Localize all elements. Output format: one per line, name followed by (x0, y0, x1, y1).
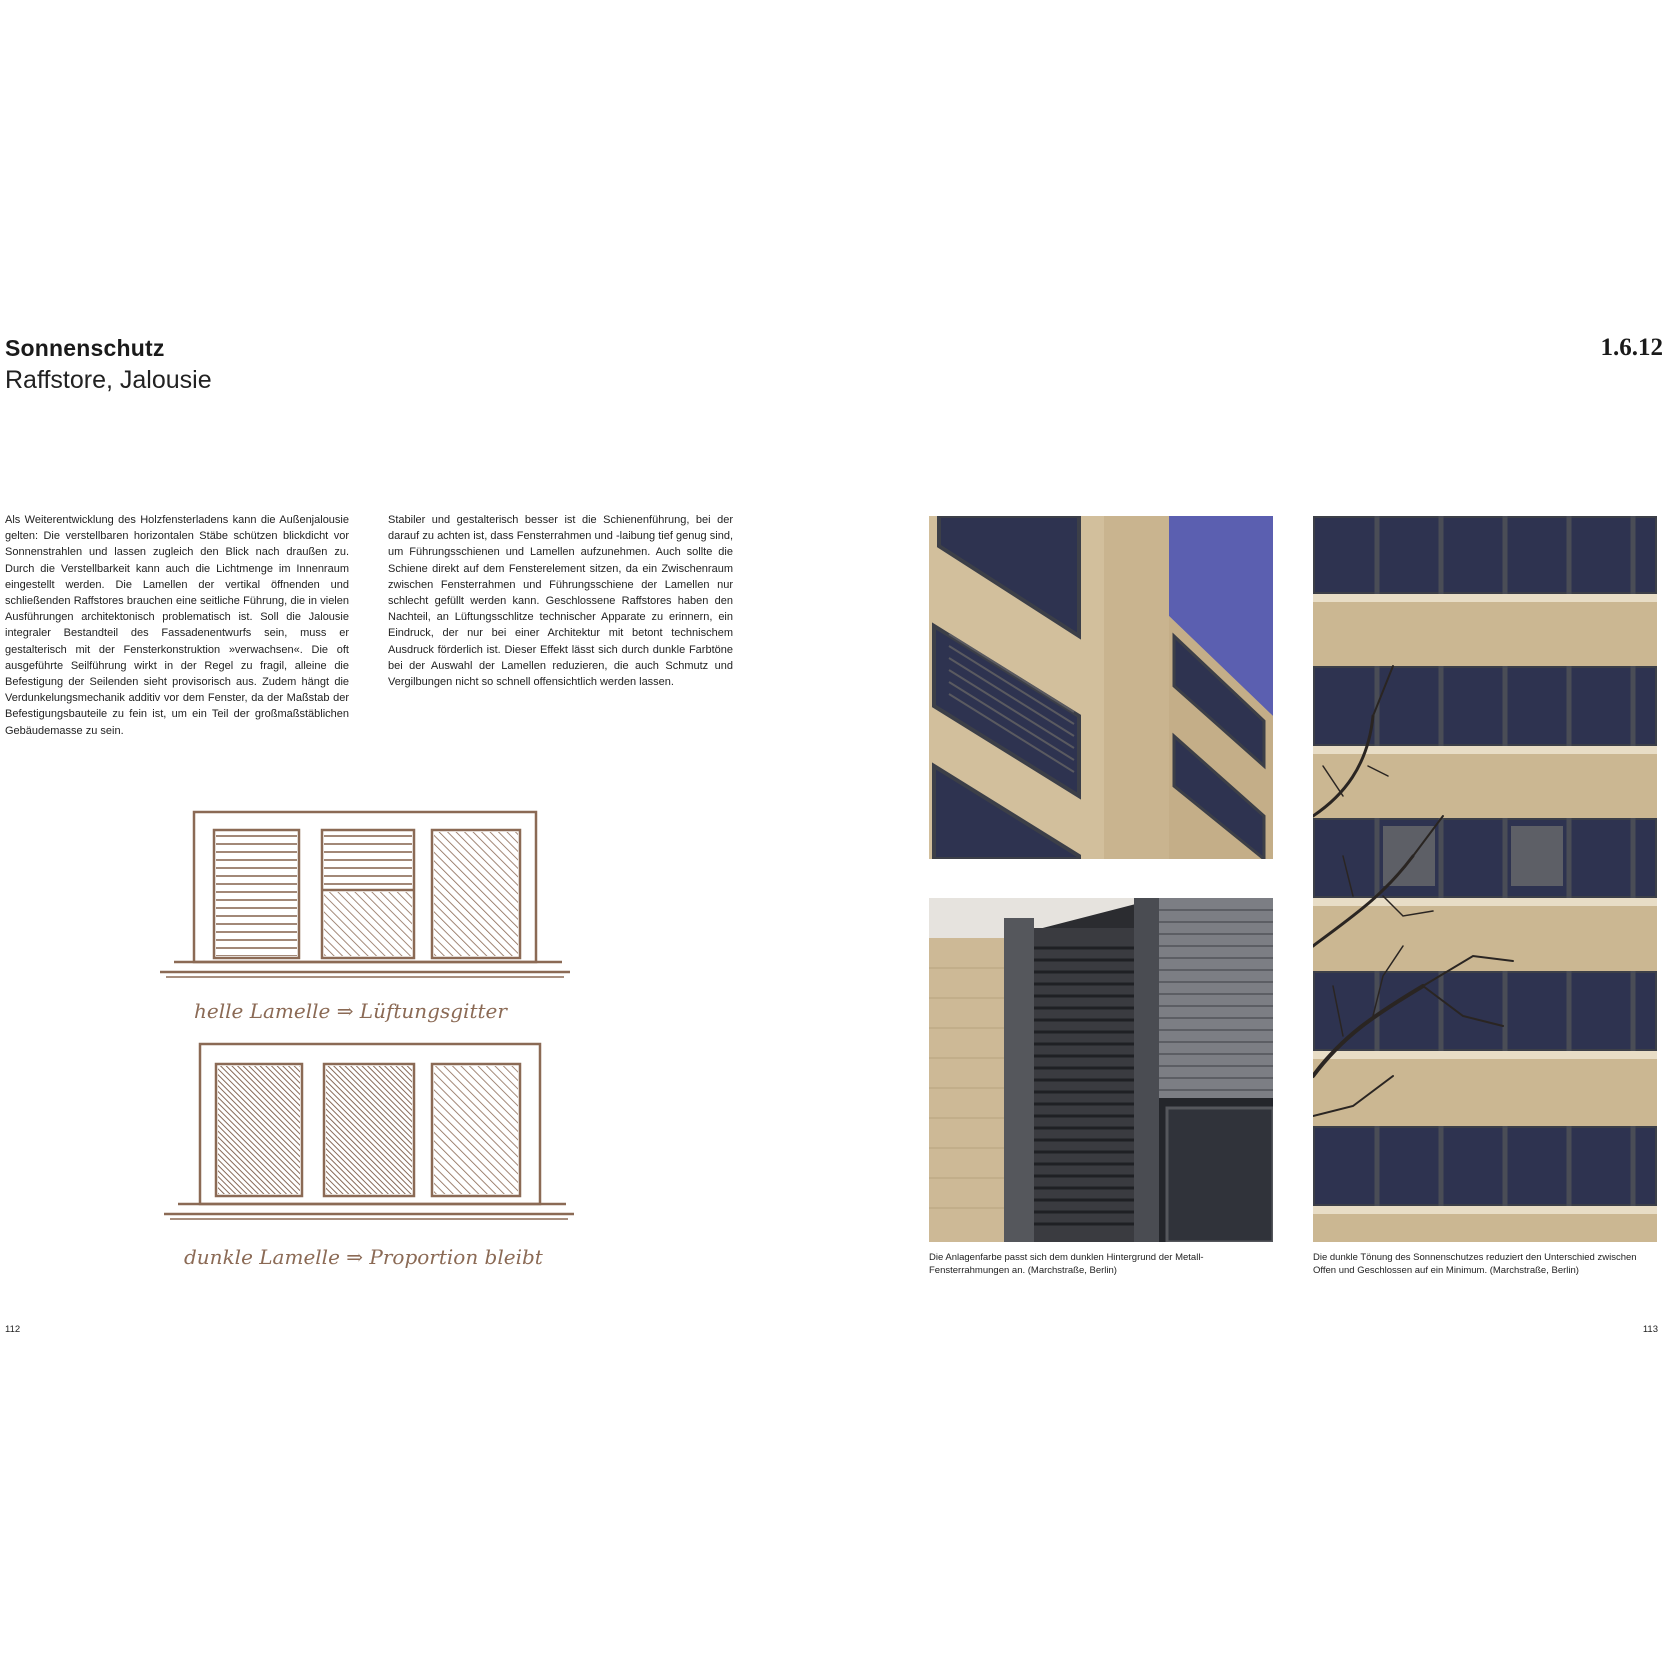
photo-facade-tree (1313, 516, 1657, 1242)
page-subtitle: Raffstore, Jalousie (5, 366, 212, 394)
section-number: 1.6.12 (1600, 334, 1663, 361)
photo-caption-left: Die Anlagenfarbe passt sich dem dunklen Hintergrund der Metall-Fensterrahmungen an. (Marchstraße, Berlin) (929, 1252, 1204, 1276)
sketch-window-bottom (164, 1044, 574, 1219)
photo-facade-angled (929, 516, 1273, 859)
hand-sketch-illustration (152, 800, 592, 1276)
sketch-label-top: helle Lamelle ⇒ Lüftungsgitter (194, 999, 507, 1023)
sketch-window-top (160, 812, 570, 977)
body-text-column-2: Stabiler und gestalterisch besser ist die Schienenführung, bei der darauf zu achten ist, dass Fensterrahmen und -laibung tief genug sind, um Führungsschienen und Lamellen aufzunehmen. Auch sollte die Schiene direkt auf dem Fensterelement sitzen, da ein Zwischenraum zwischen Fensterrahmen und Führungsschiene der Lamellen nur schlecht gefüllt werden kann. Geschlossene Raffstores haben den Nachteil, an Lüftungsschlitze technischer Apparate zu erinnern, ein Eindruck, der nur bei einer Architektur mit betont technischem Ausdruck förderlich ist. Dieser Effekt lässt sich durch dunkle Farbtöne bei der Auswahl der Lamellen reduzieren, die auch Schmutz und Vergilbungen nicht so schnell offensichtlich werden lassen. (388, 514, 733, 689)
page-title: Sonnenschutz (5, 335, 165, 361)
sketch-label-bottom: dunkle Lamelle ⇒ Proportion bleibt (184, 1245, 543, 1269)
body-text-column-1: Als Weiterentwicklung des Holzfensterladens kann die Außenjalousie gelten: Die verstellbaren horizontalen Stäbe schützen blickdicht vor Sonnenstrahlen und lassen zugleich den Blick nach draußen zu. Durch die Verstellbarkeit kann auch die Lichtmenge im Innenraum eingestellt werden. Die Lamellen der vertikal öffnenden und schließenden Raffstores brauchen eine seitliche Führung, die in vielen Ausführungen architektonisch problematisch ist. Soll die Jalousie integraler Bestandteil des Fassadenentwurfs sein, muss er gestalterisch mit der Fensterkonstruktion »verwachsen«. Die oft ausgeführte Seilführung wirkt in der Regel zu fragil, alleine die Befestigung der Seilenden sieht provisorisch aus. Zudem hängt die Verdunkelungsmechanik additiv vor dem Fenster, da der Maßstab der Befestigungsbauteile zu fein ist, um ein Teil der großmaßstäblichen Gebäudemasse zu sein. (5, 514, 349, 737)
photo-blinds-closeup (929, 898, 1273, 1242)
photo-caption-right: Die dunkle Tönung des Sonnenschutzes reduziert den Unterschied zwischen Offen und Geschlossen auf ein Minimum. (Marchstraße, Berlin) (1313, 1252, 1637, 1276)
page-number-right: 113 (1642, 1324, 1658, 1335)
page-number-left: 112 (5, 1324, 21, 1335)
